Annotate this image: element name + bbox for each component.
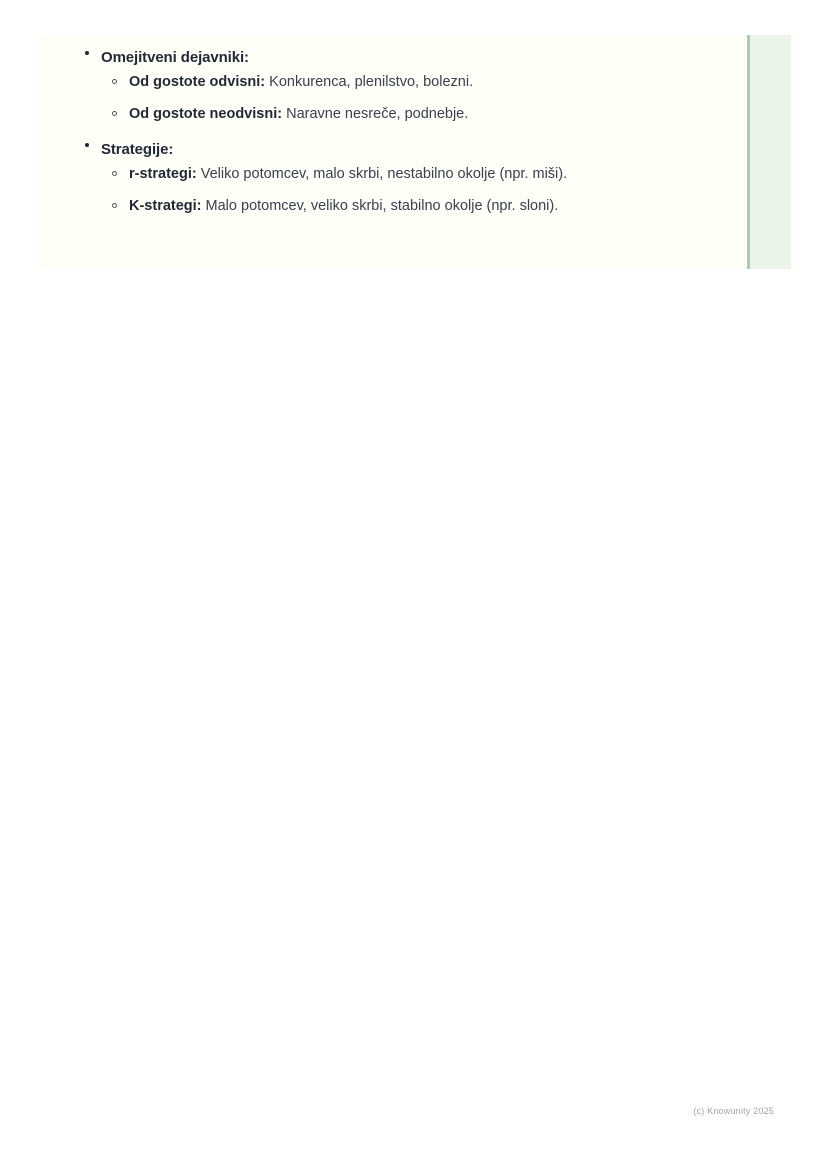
sub-list	[101, 72, 731, 124]
list-item	[69, 42, 731, 124]
bullet-disc-icon	[85, 51, 89, 55]
sub-item-text: Konkurenca, plenilstvo, bolezni.	[265, 74, 474, 90]
sub-list	[101, 164, 731, 216]
list-item	[101, 104, 731, 124]
bullet-circle-icon	[112, 203, 117, 208]
bullet-disc-icon	[85, 143, 89, 147]
sub-item-label: Od gostote odvisni:	[129, 74, 266, 90]
notes-card	[39, 35, 791, 269]
list-item	[101, 196, 731, 216]
copyright-footer: (c) Knowunity 2025	[693, 1106, 774, 1116]
sub-item-text: Naravne nesreče, podnebje.	[282, 106, 469, 122]
list-item	[101, 72, 731, 92]
bullet-circle-icon	[112, 171, 117, 176]
section-heading: Omejitveni dejavniki:	[101, 49, 249, 66]
card-content	[39, 35, 791, 216]
sub-item-text: Veliko potomcev, malo skrbi, nestabilno okolje (npr. miši).	[196, 166, 568, 182]
list-item	[69, 134, 731, 216]
sub-item-text: Malo potomcev, veliko skrbi, stabilno okolje (npr. sloni).	[201, 198, 559, 214]
list-item	[101, 164, 731, 184]
sub-item-label: Od gostote neodvisni:	[129, 106, 283, 122]
bullet-circle-icon	[112, 79, 117, 84]
sub-item-label: K-strategi:	[129, 198, 202, 214]
bullet-circle-icon	[112, 111, 117, 116]
sub-item-label: r-strategi:	[129, 166, 197, 182]
section-heading: Strategije:	[101, 141, 174, 158]
outline-list	[69, 42, 731, 216]
